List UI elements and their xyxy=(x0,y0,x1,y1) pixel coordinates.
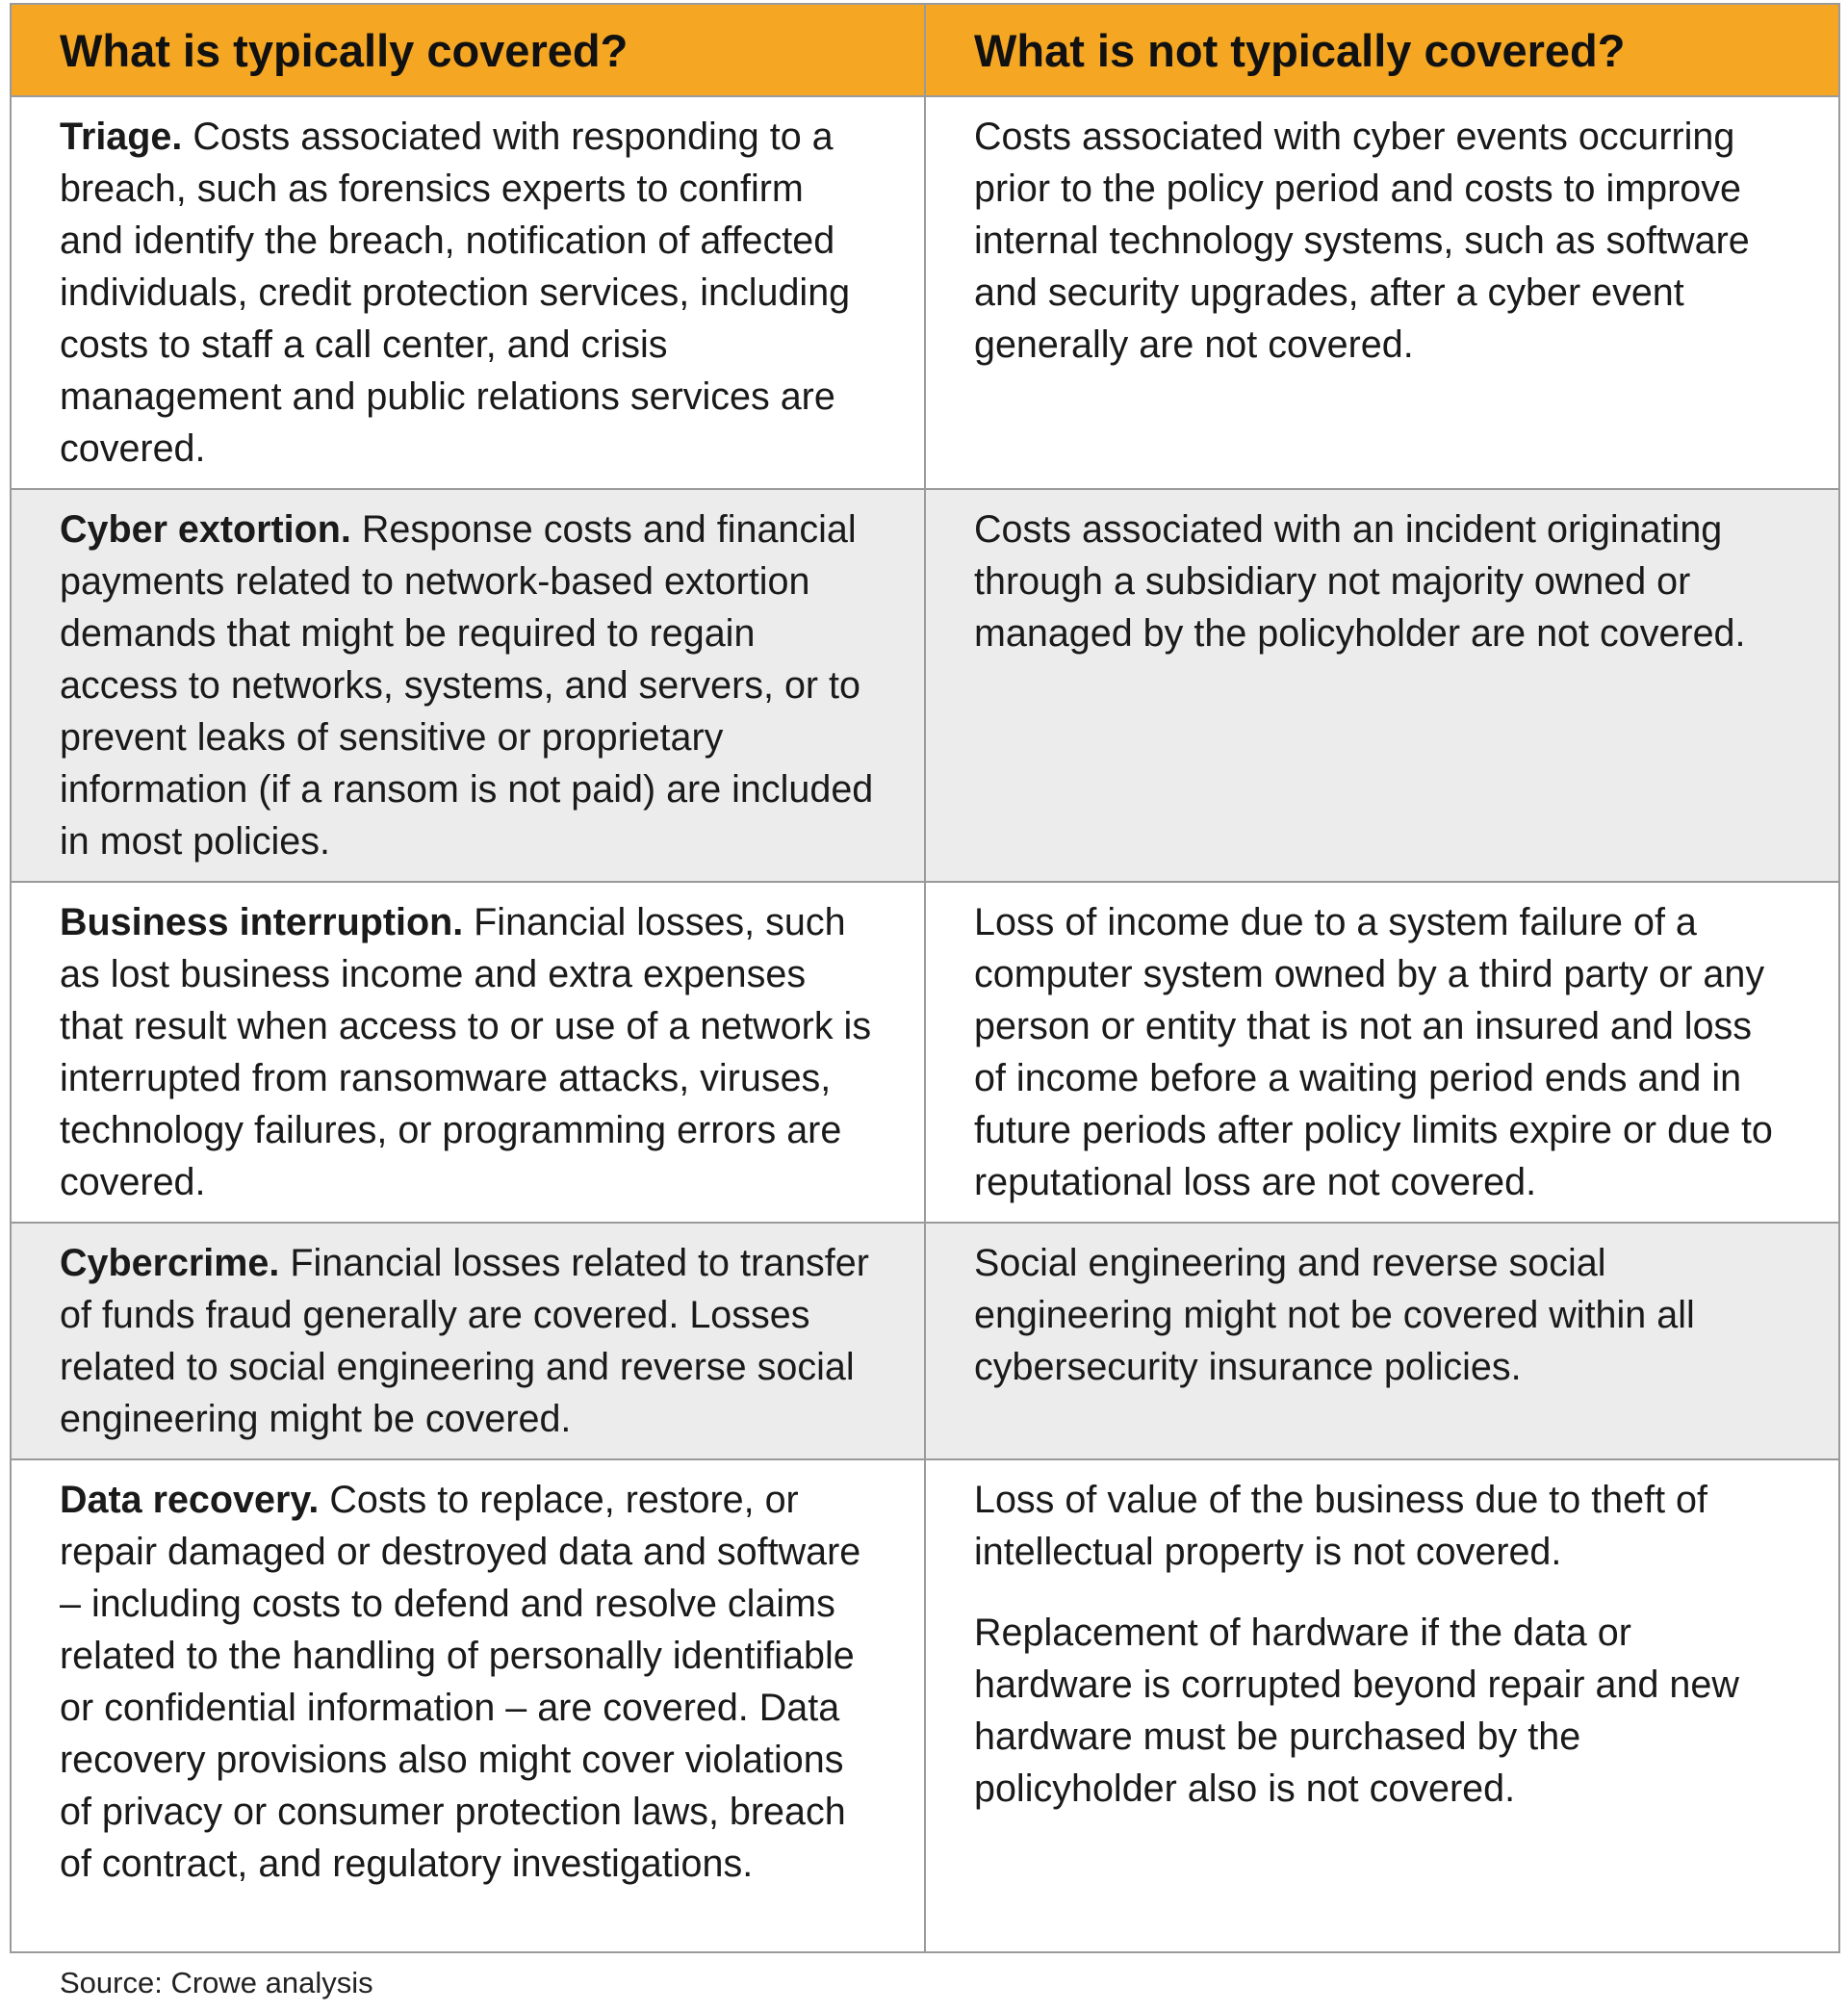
not-covered-cell xyxy=(925,1459,1839,1952)
covered-term: Cybercrime. xyxy=(60,1242,280,1284)
not-covered-cell xyxy=(925,96,1839,489)
not-covered-text: Loss of value of the business due to theft of intellectual property is not covered. xyxy=(974,1479,1707,1573)
not-covered-text: Costs associated with an incident originating through a subsidiary not majority owned or managed by the policyholder are not covered. xyxy=(974,508,1746,655)
covered-text: Response costs and financial payments related to network-based extortion demands that might be required to regain access to networks, systems, and servers, or to prevent leaks of sensitive or proprietary information (if a ransom is not paid) are included in most policies. xyxy=(60,508,874,863)
table-row xyxy=(11,882,1839,1223)
covered-term: Triage. xyxy=(60,116,183,158)
covered-term: Cyber extortion. xyxy=(60,508,351,551)
not-covered-cell xyxy=(925,1223,1839,1459)
table-row xyxy=(11,1223,1839,1459)
not-covered-text: Social engineering and reverse social engineering might not be covered within all cybersecurity insurance policies. xyxy=(974,1242,1695,1388)
covered-text: Costs to replace, restore, or repair damaged or destroyed data and software – including costs to defend and resolve claims related to the handling of personally identifiable or confidential information – are covered. Data recovery provisions also might cover violations of privacy or consumer protection laws, breach of contract, and regulatory investigations. xyxy=(60,1479,861,1885)
not-covered-text: Loss of income due to a system failure of a computer system owned by a third party or any person or entity that is not an insured and loss of income before a waiting period ends and in future periods after policy limits expire or due to reputational loss are not covered. xyxy=(974,901,1773,1203)
table-row xyxy=(11,1459,1839,1952)
not-covered-text: Costs associated with cyber events occurring prior to the policy period and costs to improve internal technology systems, such as software and security upgrades, after a cyber event generally are not covered. xyxy=(974,116,1750,366)
covered-term: Data recovery. xyxy=(60,1479,320,1521)
header-row xyxy=(11,4,1839,96)
covered-text: Financial losses, such as lost business income and extra expenses that result when access to or use of a network is interrupted from ransomware attacks, viruses, technology failures, or programming errors are covered. xyxy=(60,901,872,1203)
covered-cell xyxy=(11,489,925,882)
covered-cell xyxy=(11,1459,925,1952)
covered-text: Costs associated with responding to a breach, such as forensics experts to confirm and identify the breach, notification of affected individuals, credit protection services, including costs to staff a call center, and crisis management and public relations services are covered. xyxy=(60,116,851,470)
covered-cell xyxy=(11,96,925,489)
table-row xyxy=(11,489,1839,882)
table-row xyxy=(11,96,1839,489)
source-note: Source: Crowe analysis xyxy=(60,1966,373,1999)
covered-term: Business interruption. xyxy=(60,901,464,943)
not-covered-text: Replacement of hardware if the data or hardware is corrupted beyond repair and new hardware must be purchased by the policyholder also is not covered. xyxy=(974,1612,1739,1810)
covered-text: Financial losses related to transfer of funds fraud generally are covered. Losses related to social engineering and reverse social engineering might be covered. xyxy=(60,1242,869,1440)
not-covered-cell xyxy=(925,882,1839,1223)
not-covered-cell xyxy=(925,489,1839,882)
covered-cell xyxy=(11,882,925,1223)
header-not-covered: What is not typically covered? xyxy=(925,4,1839,96)
coverage-table xyxy=(10,3,1840,1953)
header-covered: What is typically covered? xyxy=(11,4,925,96)
covered-cell xyxy=(11,1223,925,1459)
